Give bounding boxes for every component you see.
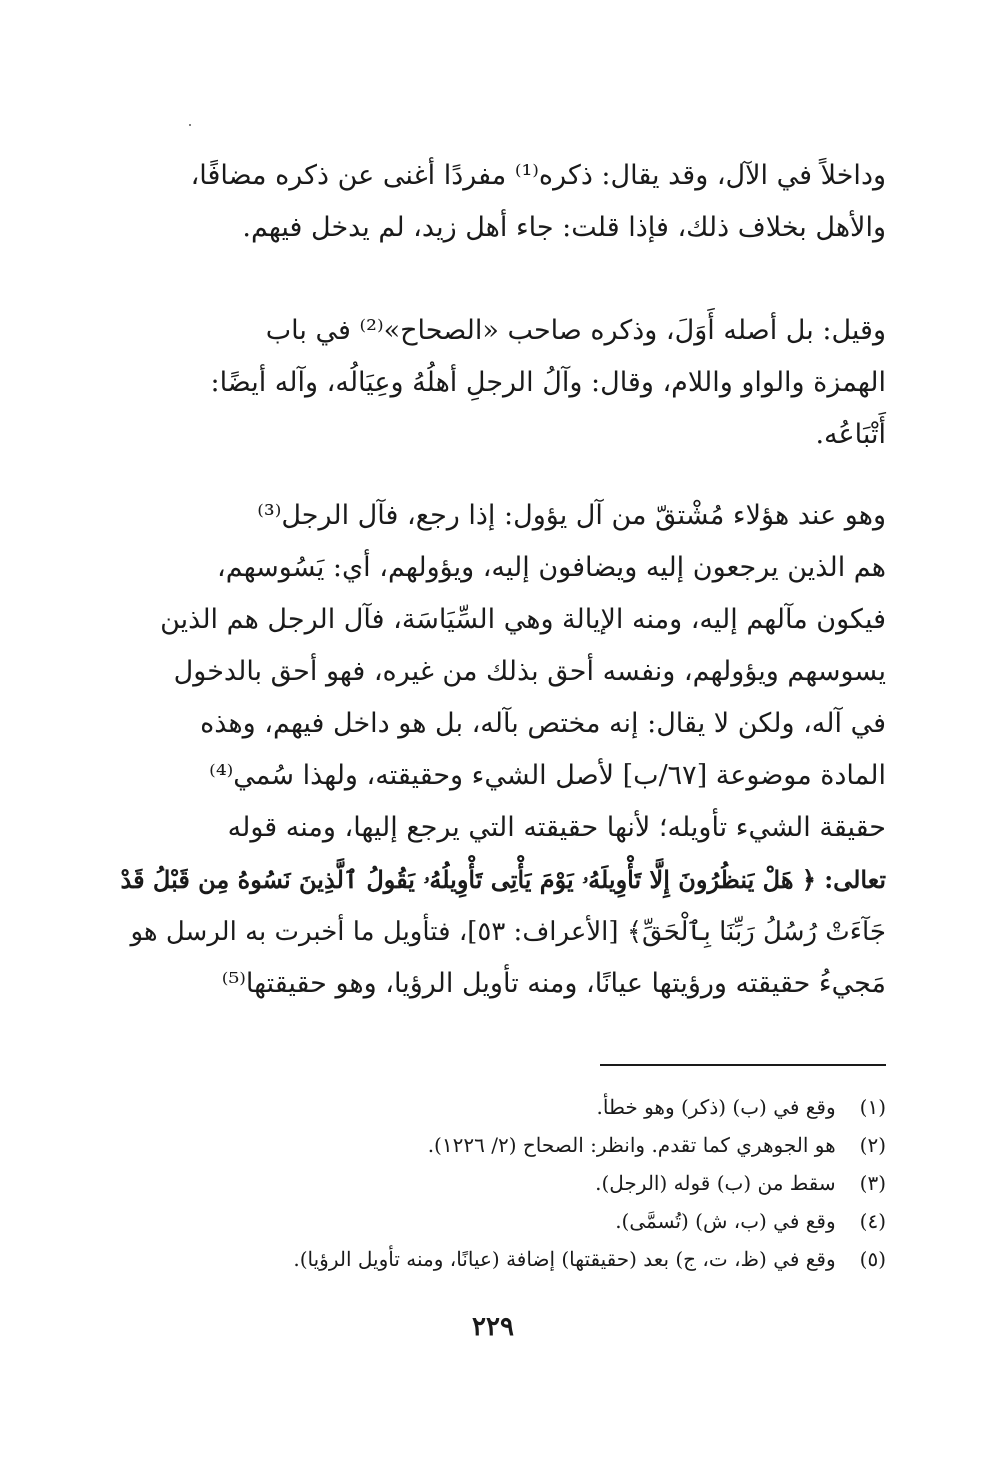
footnote-item bbox=[118, 1126, 886, 1164]
text-line: مَجيءُ حقيقته ورؤيتها عيانًا، ومنه تأويل الرؤيا، وهو حقيقتها⁽⁵⁾ bbox=[221, 968, 886, 999]
paragraph-2 bbox=[118, 305, 886, 461]
quran-verse-line: تعالى: ﴿ هَلْ يَنظُرُونَ إِلَّا تَأْوِيلَهُۥ يَوْمَ يَأْتِى تَأْوِيلُهُۥ يَقُولُ ٱلَّذِينَ نَسُوهُ مِن قَبْلُ قَدْ bbox=[120, 865, 886, 894]
text-line: وقيل: بل أصله أَوَلَ، وذكره صاحب «الصحاح»⁽²⁾ في باب bbox=[265, 315, 886, 346]
footnote-item bbox=[118, 1164, 886, 1202]
footnote-number: (٤) bbox=[859, 1209, 886, 1233]
footnote-item bbox=[118, 1202, 886, 1240]
text-line: وداخلاً في الآل، وقد يقال: ذكره⁽¹⁾ مفردًا أغنى عن ذكره مضافًا، bbox=[190, 160, 886, 191]
footnote-text: وقع في (ظ، ت، ج) بعد (حقيقتها) إضافة (عيانًا، ومنه تأويل الرؤيا). bbox=[293, 1247, 836, 1271]
footnote-text: وقع في (ب، ش) (تُسمَّى). bbox=[615, 1209, 836, 1233]
text-line: في آله، ولكن لا يقال: إنه مختص بآله، بل هو داخل فيهم، وهذه bbox=[200, 708, 886, 739]
footnote-item bbox=[118, 1088, 886, 1126]
text-line: أَتْبَاعُه. bbox=[815, 419, 886, 450]
text-line: يسوسهم ويؤولهم، ونفسه أحق بذلك من غيره، فهو أحق بالدخول bbox=[173, 656, 886, 687]
footnote-number: (١) bbox=[859, 1095, 886, 1119]
page-number: ٢٢٩ bbox=[472, 1312, 514, 1342]
text-line: وهو عند هؤلاء مُشْتقّ من آل يؤول: إذا رجع، فآل الرجل⁽³⁾ bbox=[257, 500, 886, 531]
footnote-number: (٥) bbox=[859, 1247, 886, 1271]
quran-verse-line: جَآءَتْ رُسُلُ رَبِّنَا بِٱلْحَقِّ﴾ [الأعراف: ٥٣]، فتأويل ما أخبرت به الرسل هو bbox=[130, 917, 886, 947]
text-line: هم الذين يرجعون إليه ويضافون إليه، ويؤولهم، أي: يَسُوسهم، bbox=[217, 552, 886, 583]
footnote-text: سقط من (ب) قوله (الرجل). bbox=[595, 1171, 836, 1195]
footnote-text: هو الجوهري كما تقدم. وانظر: الصحاح (٢/ ١٢٢٦). bbox=[427, 1133, 836, 1157]
footnote-text: وقع في (ب) (ذكر) وهو خطأ. bbox=[596, 1095, 836, 1119]
footnote-separator bbox=[600, 1064, 886, 1066]
text-line: والأهل بخلاف ذلك، فإذا قلت: جاء أهل زيد، لم يدخل فيهم. bbox=[242, 212, 886, 243]
scan-speck bbox=[189, 124, 191, 126]
footnote-number: (٢) bbox=[859, 1133, 886, 1157]
paragraph-3 bbox=[118, 490, 886, 1010]
text-line: حقيقة الشيء تأويله؛ لأنها حقيقته التي يرجع إليها، ومنه قوله bbox=[227, 812, 886, 843]
text-line: فيكون مآلهم إليه، ومنه الإيالة وهي السِّيَاسَة، فآل الرجل هم الذين bbox=[160, 604, 886, 635]
text-line: الهمزة والواو واللام، وقال: وآلُ الرجلِ أهلُهُ وعِيَالُه، وآله أيضًا: bbox=[210, 367, 886, 398]
text-line: المادة موضوعة [٦٧/ب] لأصل الشيء وحقيقته، ولهذا سُمي⁽⁴⁾ bbox=[209, 760, 886, 791]
paragraph-1 bbox=[118, 150, 886, 254]
footnote-item bbox=[118, 1240, 886, 1278]
footnotes-list bbox=[118, 1088, 886, 1278]
footnote-number: (٣) bbox=[859, 1171, 886, 1195]
